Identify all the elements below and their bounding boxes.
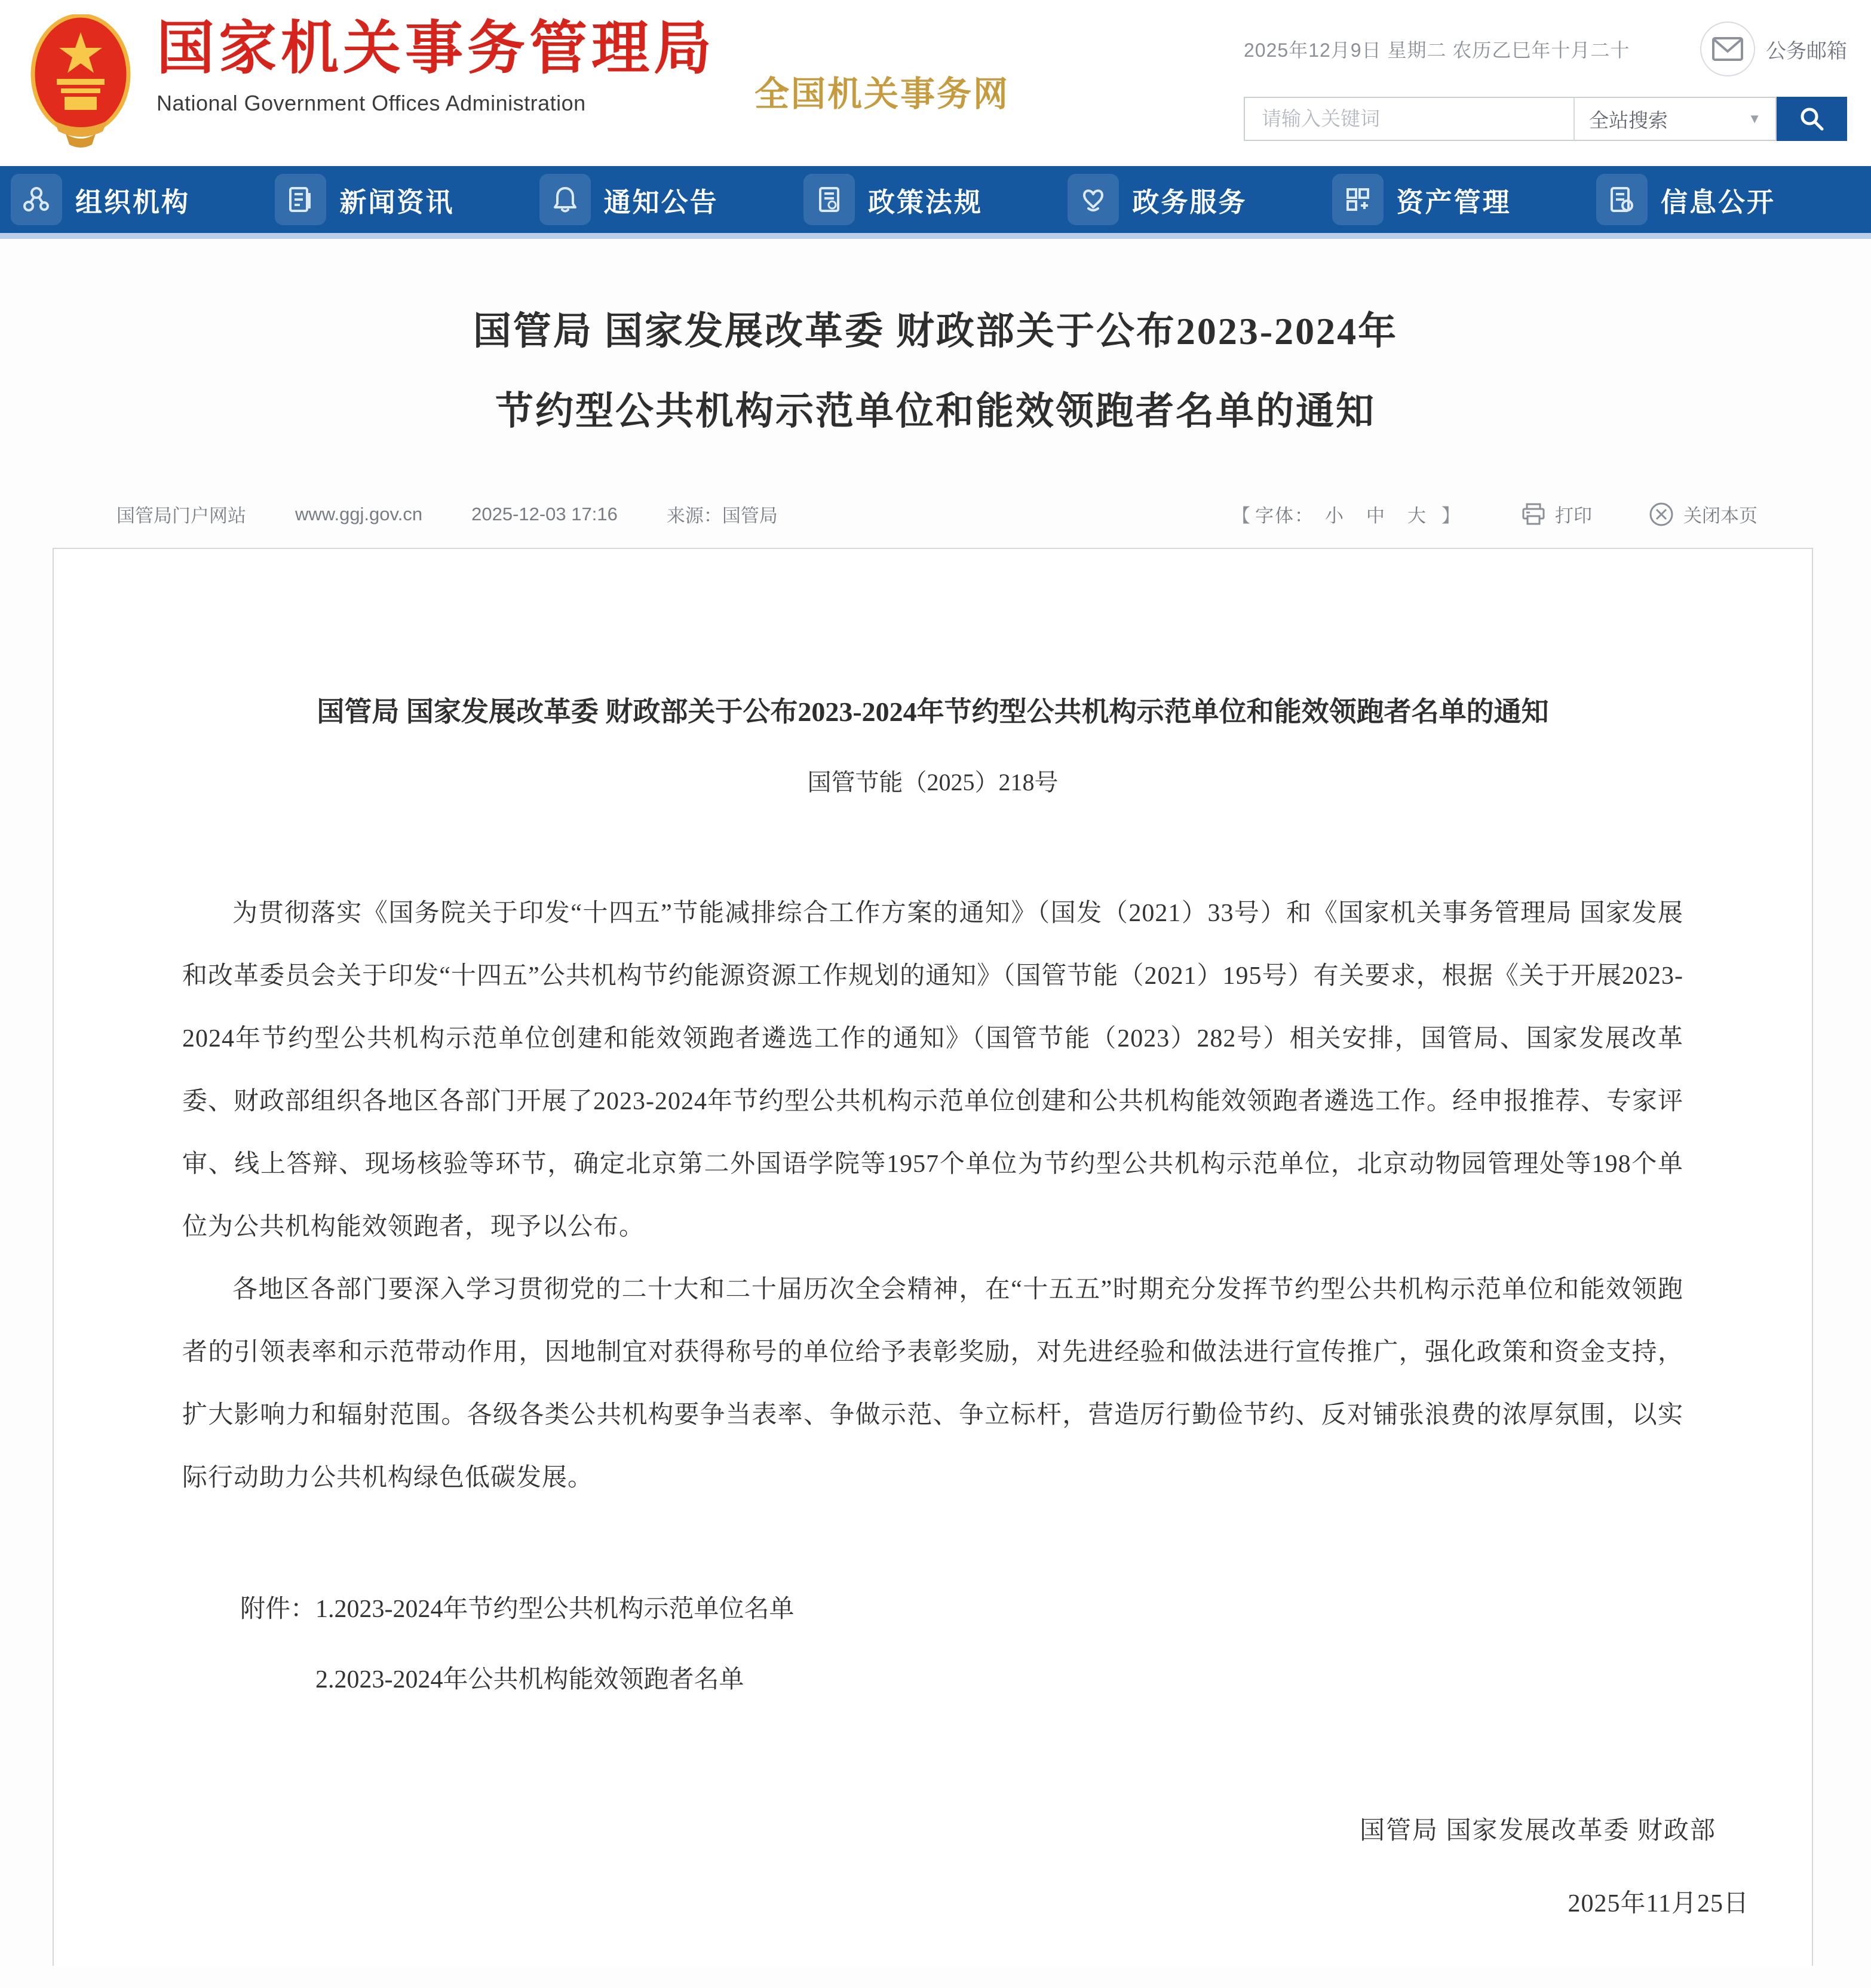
close-page-button[interactable] [1649,501,1757,527]
site-title-block [157,16,716,116]
org-icon [11,174,62,225]
nav-label: 通知公告 [603,186,719,217]
meta-datetime: 2025-12-03 17:16 [471,503,618,524]
nav-item-notices[interactable] [539,174,719,225]
font-size-label: 字体： [1255,505,1314,526]
nav-label: 政务服务 [1132,186,1247,217]
font-size-large-button[interactable]: 大 [1407,505,1427,526]
service-icon [1068,174,1119,225]
document-body [182,882,1683,1510]
nav-item-assets[interactable] [1332,174,1511,225]
search-button[interactable] [1777,97,1847,141]
paragraph: 为贯彻落实《国务院关于印发“十四五”节能减排综合工作方案的通知》（国发（2021）33号）和《国家机关事务管理局 国家发展和改革委员会关于印发“十四五”公共机构节约能源资源工作规划的通知》（国管节能（2021）195号）有关要求，根据《关于开展2023-2024年节约型公共机构示范单位创建和能效领跑者遴选工作的通知》（国管节能（2023）282号）相关安排，国管局、国家发展改革委、财政部组织各地区各部门开展了2023-2024年节约型公共机构示范单位创建和公共机构能效领跑者遴选工作。经申报推荐、专家评审、线上答辩、现场核验等环节，确定北京第二外国语学院等1957个单位为节约型公共机构示范单位，北京动物园管理处等198个单位为公共机构能效领跑者，现予以公布。 [182,900,1683,1241]
asset-icon [1332,174,1384,225]
document-title: 国管局 国家发展改革委 财政部关于公布2023-2024年节约型公共机构示范单位和能效领跑者名单的通知 [317,697,1549,727]
attachment-item[interactable]: 1.2023-2024年节约型公共机构示范单位名单 [315,1596,795,1623]
date-row [1244,22,1847,76]
search-scope-select[interactable] [1574,97,1777,141]
document-number: 国管节能（2025）218号 [807,769,1059,796]
printer-icon [1522,503,1545,526]
meta-right [1228,501,1757,527]
chevron-down-icon: ▼ [1748,111,1761,126]
portal-name: 全国机关事务网 [754,75,1010,113]
close-label: 关闭本页 [1683,505,1757,526]
meta-source: 来源：国管局 [666,505,778,526]
nav-label: 政策法规 [867,186,983,217]
info-icon [1596,174,1648,225]
search-icon [1798,105,1826,133]
print-button[interactable] [1522,501,1592,527]
site-name-chinese: 国家机关事务管理局 [157,17,716,81]
close-icon [1649,502,1674,527]
article-title-line2: 节约型公共机构示范单位和能效领跑者名单的通知 [495,390,1376,432]
search-bar [1244,97,1847,141]
bell-icon [539,174,591,225]
nav-label: 信息公开 [1660,186,1775,217]
official-mailbox-link[interactable] [1700,22,1847,76]
header-right [1244,22,1847,141]
font-size-controls [1228,501,1465,527]
font-size-medium-button[interactable]: 中 [1366,505,1386,526]
attachments-list [315,1574,795,1715]
search-scope-value: 全站搜索 [1589,109,1668,131]
mail-label: 公务邮箱 [1766,39,1847,63]
nav-item-organization[interactable] [11,174,190,225]
meta-site: 国管局门户网站 [116,505,246,526]
article-title [0,239,1871,452]
nav-item-policies[interactable] [803,174,983,225]
bracket-close: 】 [1441,505,1461,526]
site-name-english: National Government Offices Administration [157,90,586,115]
article-meta-bar [0,501,1871,527]
main-nav [0,166,1871,239]
nav-label: 资产管理 [1396,186,1511,217]
attachment-item[interactable]: 2.2023-2024年公共机构能效领跑者名单 [315,1666,744,1694]
nav-label: 组织机构 [75,186,191,217]
signature-block [182,1811,1749,1919]
mail-icon [1700,22,1755,76]
signature-agencies: 国管局 国家发展改革委 财政部 [1359,1817,1716,1845]
search-input[interactable] [1244,97,1574,141]
nav-label: 新闻资讯 [339,186,455,217]
site-header [0,0,1871,166]
policy-icon [803,174,855,225]
attachments-label: 附件： [240,1596,316,1623]
current-date-text: 2025年12月9日 星期二 农历乙巳年十月二十 [1244,39,1630,61]
meta-url: www.ggj.gov.cn [295,503,423,524]
nav-item-disclosure[interactable] [1596,174,1775,225]
meta-left [116,501,827,527]
nav-item-news[interactable] [275,174,454,225]
print-label: 打印 [1555,505,1592,526]
font-size-small-button[interactable]: 小 [1325,505,1345,526]
attachments-block [182,1574,1683,1715]
national-emblem-icon [30,14,131,149]
paragraph: 各地区各部门要深入学习贯彻党的二十大和二十届历次全会精神，在“十五五”时期充分发挥节约型公共机构示范单位和能效领跑者的引领表率和示范带动作用，因地制宜对获得称号的单位给予表彰奖励，对先进经验和做法进行宣传推广，强化政策和资金支持，扩大影响力和辐射范围。各级各类公共机构要争当表率、争做示范、争立标杆，营造厉行勤俭节约、反对铺张浪费的浓厚氛围，以实际行动助力公共机构绿色低碳发展。 [182,1276,1683,1492]
nav-item-services[interactable] [1068,174,1247,225]
bracket-open: 【 [1232,505,1252,526]
document-content-box [53,548,1813,1966]
signature-date: 2025年11月25日 [1568,1890,1749,1918]
news-icon [275,174,326,225]
article-title-line1: 国管局 国家发展改革委 财政部关于公布2023-2024年 [473,310,1398,352]
